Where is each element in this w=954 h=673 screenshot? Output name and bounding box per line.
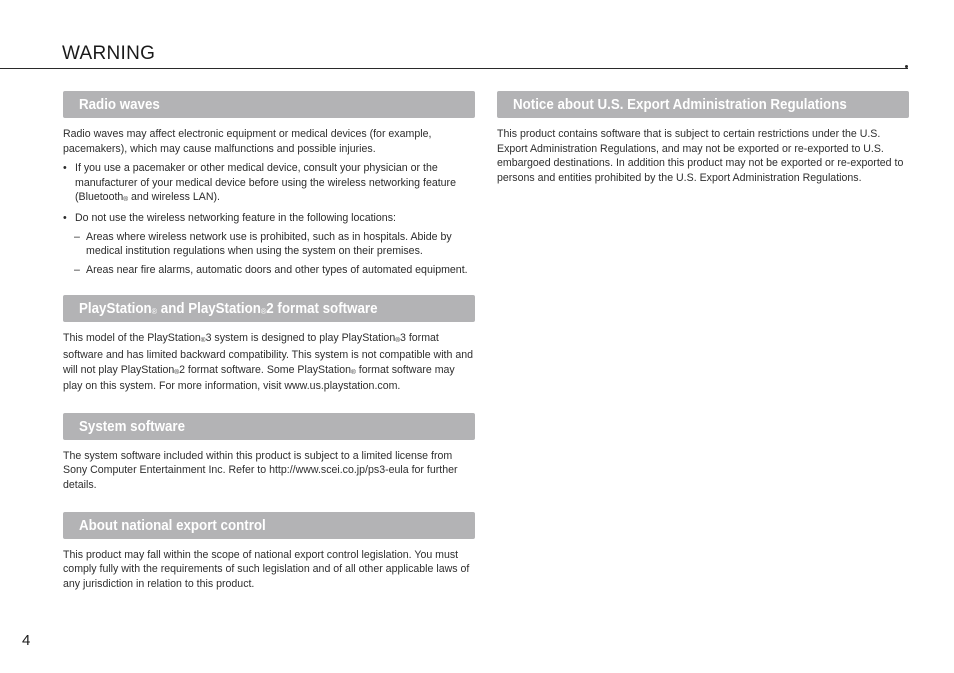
registered-mark: ® <box>395 337 401 345</box>
heading-text: Radio waves <box>79 97 160 113</box>
heading-text: System software <box>79 418 186 435</box>
registered-mark: ® <box>151 307 158 317</box>
heading-text: About national export control <box>79 517 266 534</box>
text-run: format software may play on this system. For more information, visit www.us.playstation.com. <box>63 363 455 393</box>
radio-waves-intro: Radio waves may affect electronic equipment or medical devices (for example, pacemakers), which may cause malfunctions and possible injuries. <box>63 128 432 155</box>
divider-end-mark <box>905 65 908 68</box>
playstation-compatibility-text <box>63 331 475 393</box>
registered-mark: ® <box>351 368 356 376</box>
right-column <box>497 91 909 185</box>
bullet-text-end: and wireless LAN). <box>128 191 220 204</box>
left-column <box>63 91 475 591</box>
dash-mark: – <box>74 230 80 243</box>
section-heading-playstation-format <box>63 295 475 322</box>
bullet-mark: • <box>63 162 67 175</box>
heading-text: Notice about U.S. Export Administration Regulations <box>513 97 847 113</box>
dash-text: Areas near fire alarms, automatic doors and other types of automated equipment. <box>86 263 468 276</box>
heading-text-c: 2 format software <box>266 301 378 318</box>
registered-mark: ® <box>200 337 206 345</box>
text-run: 3 format software and has limited backward compatibility. This system is not compatible with and will not play PlayStation <box>63 332 474 376</box>
text-run: 3 system is designed to play PlayStation <box>205 332 396 345</box>
heading-text-a: PlayStation <box>79 301 152 318</box>
dash-text: Areas where wireless network use is prohibited, such as in hospitals. Abide by medical institution regulations when using the system on their premises. <box>86 230 452 258</box>
us-export-text: This product contains software that is subject to certain restrictions under the U.S. Export Administration Regulations, and may not be exported or re-exported to U.S. embargoed destinations. In addition this product may not be exported or re-exported to persons and entities prohibited by the U.S. Export Administration Regulations. <box>497 128 904 184</box>
bullet-item-pacemaker <box>63 161 475 207</box>
bullet-text: If you use a pacemaker or other medical device, consult your physician or the manufacturer of your medical device before using the wireless networking feature (Bluetooth <box>75 162 456 204</box>
export-control-text: This product may fall within the scope of national export control legislation. You must comply fully with the requirements of such legislation and of all other applicable laws of any jurisdiction in relation to this product. <box>63 548 470 590</box>
dash-item-hospitals <box>63 230 475 259</box>
section-heading-us-export <box>497 91 909 118</box>
text-run: This model of the PlayStation <box>63 332 201 345</box>
dash-item-fire-alarms <box>63 263 475 278</box>
title-divider <box>0 68 908 69</box>
bullet-text: Do not use the wireless networking feature in the following locations: <box>75 211 396 224</box>
registered-mark: ® <box>174 368 180 376</box>
registered-mark: ® <box>123 196 129 204</box>
text-run: 2 format software. Some PlayStation <box>179 363 352 376</box>
heading-text-b: and PlayStation <box>157 301 261 318</box>
bullet-item-locations <box>63 211 475 226</box>
page-number: 4 <box>22 632 31 649</box>
system-software-text: The system software included within this product is subject to a limited license from Sony Computer Entertainment Inc. Refer to http://www.scei.co.jp/ps3-eula for further details. <box>63 449 458 491</box>
section-heading-export-control <box>63 512 475 539</box>
bullet-mark: • <box>63 211 67 224</box>
page-title: WARNING <box>62 43 156 64</box>
registered-mark: ® <box>260 307 267 317</box>
section-heading-system-software <box>63 413 475 440</box>
dash-mark: – <box>74 263 80 276</box>
section-heading-radio-waves <box>63 91 475 118</box>
